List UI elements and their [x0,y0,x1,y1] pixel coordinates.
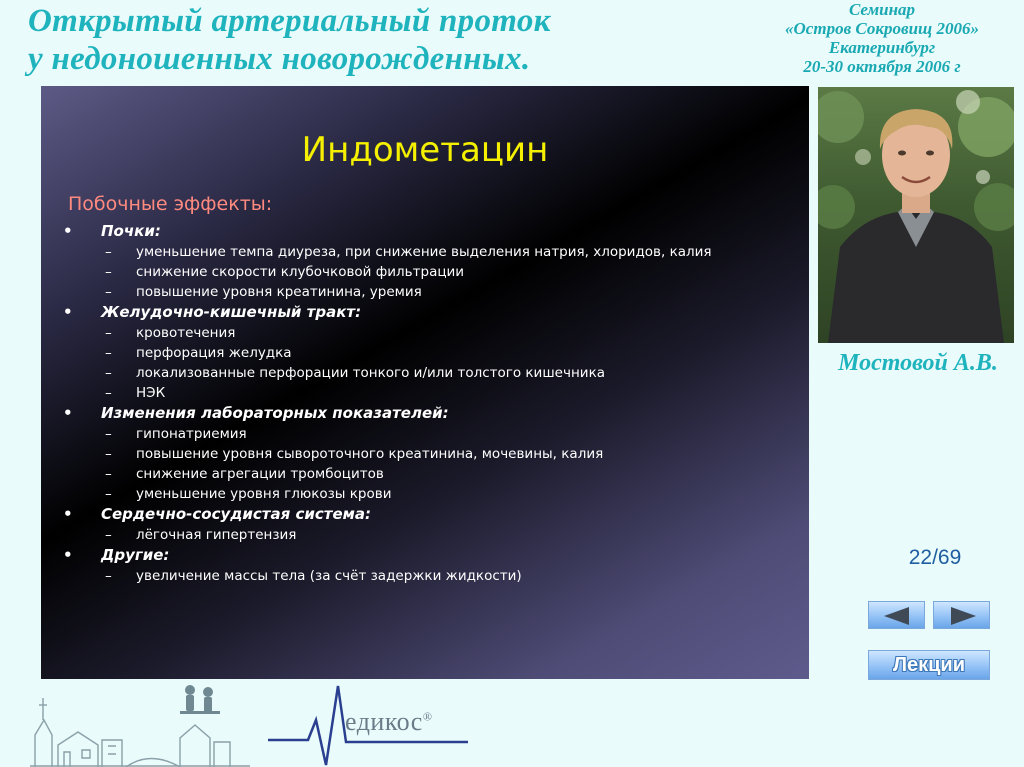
seminar-line4: 20-30 октября 2006 г [803,57,961,76]
right-arrow-icon [934,602,991,630]
category-label: Сердечно-сосудистая система: [101,505,371,523]
dash-icon: – [105,264,112,280]
dash-icon: – [105,345,112,361]
effect-item [63,365,793,382]
dash-icon: – [105,325,112,341]
effect-item [63,244,793,261]
dash-icon: – [105,365,112,381]
seminar-line3: Екатеринбург [828,38,936,57]
author-name: Мостовой А.В. [838,350,998,376]
bullet-icon: • [63,222,73,240]
bullet-icon: • [63,546,73,564]
effect-text: локализованные перфорации тонкого и/или толстого кишечника [136,365,605,381]
dash-icon: – [105,568,112,584]
author-portrait-image [818,87,1014,343]
dash-icon: – [105,244,112,260]
effect-text: повышение уровня креатинина, уремия [136,284,422,300]
page-title-line1: Открытый артериальный проток [28,3,551,39]
effect-item [63,446,793,463]
bullet-icon: • [63,303,73,321]
dash-icon: – [105,426,112,442]
category-item [63,545,793,565]
category-label: Другие: [101,546,170,564]
page-title-line2: у недоношенных новорожденных. [28,41,531,77]
slide-panel [41,86,809,679]
effect-text: снижение агрегации тромбоцитов [136,466,384,482]
effect-text: лёгочная гипертензия [136,527,297,543]
effect-text: увеличение массы тела (за счёт задержки жидкости) [136,568,522,584]
category-item [63,302,793,322]
effect-item [63,568,793,585]
effect-text: гипонатриемия [136,426,247,442]
effect-item [63,284,793,301]
effect-item [63,345,793,362]
category-label: Желудочно-кишечный тракт: [101,303,362,321]
effect-item [63,385,793,402]
page-counter: 22/69 [908,546,962,569]
effect-item [63,466,793,483]
dash-icon: – [105,284,112,300]
category-item [63,504,793,524]
dash-icon: – [105,486,112,502]
logo-text: едикос [345,707,423,736]
seminar-info [752,0,1012,76]
previous-slide-button[interactable] [868,601,925,629]
category-label: Изменения лабораторных показателей: [101,404,449,422]
effect-item [63,325,793,342]
effect-text: перфорация желудка [136,345,292,361]
author-photo [818,87,1014,343]
page-title [28,2,768,78]
effect-text: уменьшение темпа диуреза, при снижение выделения натрия, хлоридов, калия [136,244,712,260]
medikos-logo-text [345,707,432,737]
slide-title: Индометацин [301,130,549,170]
category-item [63,221,793,241]
bullet-icon: • [63,404,73,422]
lectures-button[interactable]: Лекции [868,650,990,680]
dash-icon: – [105,527,112,543]
effect-text: НЭК [136,385,166,401]
effect-text: кровотечения [136,325,236,341]
registered-mark: ® [422,709,433,724]
effect-item [63,264,793,281]
dash-icon: – [105,385,112,401]
dash-icon: – [105,446,112,462]
effect-item [63,426,793,443]
left-arrow-icon [869,602,926,630]
effect-text: повышение уровня сывороточного креатинина, мочевины, калия [136,446,604,462]
category-label: Почки: [101,222,161,240]
effect-item [63,527,793,544]
dash-icon: – [105,466,112,482]
seminar-line2: «Остров Сокровищ 2006» [785,19,979,38]
effect-text: снижение скорости клубочковой фильтрации [136,264,465,280]
effect-text: уменьшение уровня глюкозы крови [136,486,392,502]
slide-subtitle: Побочные эффекты: [68,193,273,215]
next-slide-button[interactable] [933,601,990,629]
bullet-icon: • [63,505,73,523]
category-item [63,403,793,423]
side-effects-list [63,220,793,585]
city-sketch-illustration [30,680,250,767]
effect-item [63,486,793,503]
seminar-line1: Семинар [848,0,916,19]
